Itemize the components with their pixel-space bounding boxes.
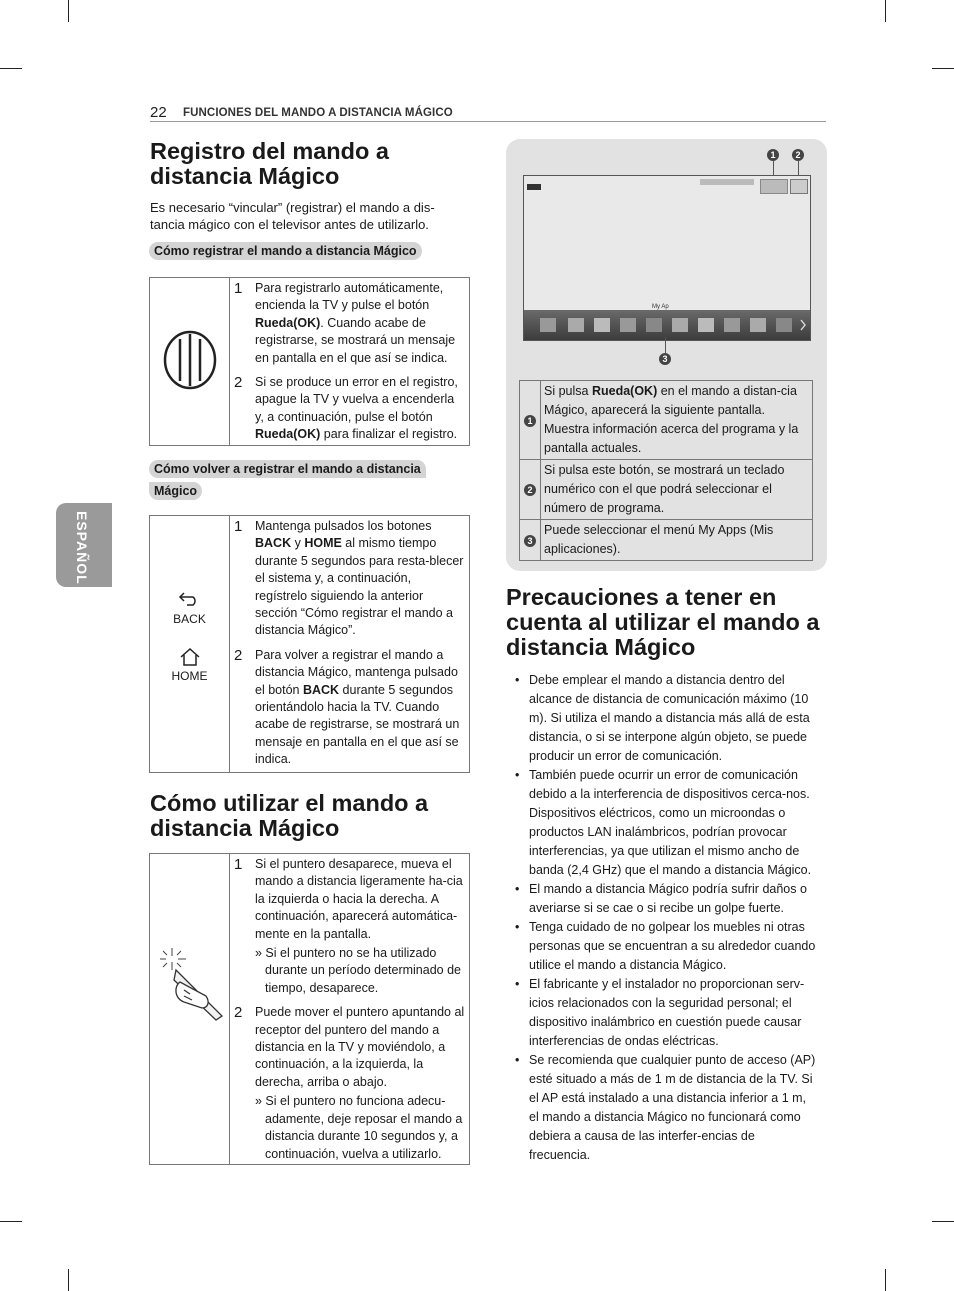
row-number: 3 <box>524 535 536 547</box>
step-text-part: Mantenga pulsados los botones <box>255 519 432 533</box>
step-number: 1 <box>234 518 243 535</box>
page-number: 22 <box>150 104 167 121</box>
step-bold-text: Rueda(OK) <box>255 315 321 330</box>
language-tab <box>56 503 112 587</box>
utilizar-steps-text <box>230 854 469 1164</box>
step-bold-text: HOME <box>304 536 342 551</box>
list-item: • El mando a distancia Mágico podría sufrir daños o averiarse si se cae o si recibe un golpe fuerte. <box>506 880 816 918</box>
row-text <box>541 381 813 460</box>
app-icon[interactable] <box>594 318 610 332</box>
screen-info-panel <box>506 139 827 571</box>
chevron-right-icon[interactable] <box>799 318 807 332</box>
step-text-part: durante 5 segundos orientándolo hacia la TV. Cuando acabe de registrarse, se mostrará un mensaje en pantalla en el que así se indica. <box>255 682 460 767</box>
crop-mark <box>68 0 69 22</box>
intro-line2: tancia mágico con el televisor antes de utilizarlo. <box>150 217 429 232</box>
step-text-part: Si se produce un error en el registro, apague la TV y vuelva a encenderla y, a continuación, pulse el botón <box>255 375 458 424</box>
language-tab-label: ESPAÑOL <box>74 511 90 585</box>
reregister-heading-line2: Mágico <box>149 482 202 500</box>
callout-table <box>519 380 813 561</box>
reregister-step <box>234 518 465 640</box>
registro-title-line2: distancia Mágico <box>150 163 340 189</box>
step-text-part: para finalizar el registro. <box>320 427 458 442</box>
app-icon[interactable] <box>620 318 636 332</box>
reregister-step <box>234 647 465 769</box>
precauciones-title <box>506 585 819 660</box>
step-number: 2 <box>234 1004 243 1022</box>
step-text <box>255 280 465 367</box>
callout-1: 1 <box>767 149 779 161</box>
precauciones-title-line3: distancia Mágico <box>506 634 696 660</box>
wheel-button-icon <box>163 330 217 390</box>
utilizar-step <box>234 856 465 997</box>
register-steps-text <box>230 278 469 445</box>
header-divider <box>150 121 826 122</box>
step-text-part: Para volver a registrar el mando a distancia Mágico, mantenga pulsado el botón <box>255 647 458 697</box>
list-item: • Se recomienda que cualquier punto de acceso (AP) esté situado a más de 1 m de distancia de la TV. Si el AP está instalado a una distancia inferior a 1 m, el mando a distancia Mágico no funcionará como debiera a causa de las interfer-encias de frecuencia. <box>506 1051 816 1165</box>
registro-title-line1: Registro del mando a <box>150 138 389 164</box>
step-bold-text: BACK <box>255 536 292 551</box>
step-text-part: Para registrarlo automáticamente, encienda la TV y pulse el botón <box>255 281 444 313</box>
step-text <box>255 374 465 444</box>
utilizar-title-line1: Cómo utilizar el mando a <box>150 790 429 816</box>
step-number: 2 <box>234 646 243 664</box>
crop-mark <box>0 68 22 69</box>
myapps-bar <box>524 304 810 340</box>
register-step <box>234 374 465 444</box>
list-item: • Tenga cuidado de no golpear los muebles ni otras personas que se encuentran a su alrededor cuando utilice el mando a distancia Mágico. <box>506 918 816 975</box>
step-main-text: Puede mover el puntero apuntando al receptor del puntero del mando a distancia en la TV y moviéndolo, a continuación, a la izquierda, la derecha, arriba o abajo. <box>255 1005 465 1089</box>
reregister-steps-text <box>230 516 469 772</box>
app-icon[interactable] <box>776 318 792 332</box>
home-label: HOME <box>171 669 208 683</box>
app-icon[interactable] <box>750 318 766 332</box>
step-text <box>255 856 465 997</box>
step-note: » Si el puntero no se ha utilizado durante un período determinado de tiempo, desaparece. <box>255 946 461 995</box>
table-row <box>520 381 813 460</box>
table-row <box>520 460 813 520</box>
row-text-part: en el mando a distan-cia Mágico, aparecerá la siguiente pantalla. Muestra información acerca del programa y la pantalla actuales. <box>544 384 799 455</box>
step-main-text: Si el puntero desaparece, mueva el mando a distancia ligeramente ha-cia la izquierda o hacia la derecha. A continuación, aparecerá automática-mente en la pantalla. <box>255 857 463 941</box>
crop-mark <box>68 1269 69 1291</box>
row-number-cell <box>520 381 541 460</box>
app-icon[interactable] <box>724 318 740 332</box>
list-item: • El fabricante y el instalador no proporcionan serv-icios relacionados con la seguridad personal; el dispositivo inalámbrico en cuestión puede causar interferencias de ondas eléctricas. <box>506 975 816 1051</box>
row-number: 1 <box>524 415 536 427</box>
utilizar-step <box>234 1004 465 1163</box>
crop-mark <box>0 1221 22 1222</box>
crop-mark <box>932 68 954 69</box>
app-icon[interactable] <box>672 318 688 332</box>
table-row <box>520 520 813 561</box>
app-icon[interactable] <box>540 318 556 332</box>
row-number-cell <box>520 520 541 561</box>
step-text-part: y <box>291 536 305 551</box>
row-text: Puede seleccionar el menú My Apps (Mis aplicaciones). <box>541 520 813 561</box>
row-number-cell <box>520 460 541 520</box>
intro-line1: Es necesario “vincular” (registrar) el mando a dis- <box>150 200 435 215</box>
row-text: Si pulsa este botón, se mostrará un teclado numérico con el que podrá seleccionar el número de programa. <box>541 460 813 520</box>
home-icon <box>179 647 201 667</box>
reregister-steps-box <box>149 515 470 773</box>
reregister-heading-line1: Cómo volver a registrar el mando a distancia <box>149 460 426 478</box>
section-header: FUNCIONES DEL MANDO A DISTANCIA MÁGICO <box>183 107 453 119</box>
how-register-heading: Cómo registrar el mando a distancia Mágico <box>149 242 422 260</box>
utilizar-title <box>150 791 428 841</box>
list-item: • Debe emplear el mando a distancia dentro del alcance de distancia de comunicación máximo (10 m). Si utiliza el mando a distancia más allá de esta distancia, o si se interpone algún objeto, se puede producir un error de comunicación. <box>506 671 816 766</box>
step-number: 2 <box>234 374 243 392</box>
step-bold-text: Rueda(OK) <box>255 427 321 442</box>
registro-title <box>150 139 389 189</box>
step-note: » Si el puntero no funciona adecu-adamente, deje reposar el mando a distancia durante 10 segundos y, a continuación, vuelva a utilizarlo. <box>255 1094 463 1161</box>
crop-mark <box>885 1269 886 1291</box>
utilizar-title-line2: distancia Mágico <box>150 815 340 841</box>
register-step <box>234 280 465 367</box>
pointing-hand-icon <box>154 946 228 1024</box>
step-text <box>255 518 465 640</box>
back-icon <box>178 591 200 607</box>
back-label: BACK <box>173 612 206 626</box>
icon-cell <box>150 278 230 445</box>
row-text-part: Si pulsa <box>544 384 592 398</box>
step-text-part: . Cuando acabe de registrarse, se mostrará un mensaje en pantalla en el que así se indica. <box>255 315 456 365</box>
registro-intro <box>150 199 468 233</box>
row-number: 2 <box>524 484 536 496</box>
program-info-bar <box>700 179 754 185</box>
step-text-part: al mismo tiempo durante 5 segundos para resta-blecer el sistema y, a continuación, regístrelo siguiendo la anterior sección “Cómo registrar el mando a distancia Mágico”. <box>255 536 464 638</box>
myapps-label: My Ap <box>652 304 669 310</box>
utilizar-steps-box <box>149 853 470 1165</box>
callout-3: 3 <box>659 353 671 365</box>
callout-2: 2 <box>792 149 804 161</box>
callout-line <box>665 337 666 353</box>
app-icon[interactable] <box>698 318 714 332</box>
step-number: 1 <box>234 856 243 873</box>
step-text <box>255 1004 465 1163</box>
precauciones-title-line1: Precauciones a tener en <box>506 584 777 610</box>
step-number: 1 <box>234 280 243 297</box>
number-pad-button[interactable] <box>790 179 808 194</box>
channel-indicator <box>527 184 541 190</box>
register-steps-box <box>149 277 470 446</box>
precauciones-list <box>506 671 816 1165</box>
row-bold-text: Rueda(OK) <box>591 384 658 398</box>
app-icon[interactable] <box>568 318 584 332</box>
app-icon[interactable] <box>646 318 662 332</box>
icon-cell <box>150 854 230 1164</box>
list-item: • También puede ocurrir un error de comunicación debido a la interferencia de dispositivos cerca-nos. Dispositivos eléctricos, como un microondas o productos LAN inalámbricos, podrían provocar interferencias, ya que utilizan el mismo ancho de banda (2,4 GHz) que el mando a distancia Mágico. <box>506 766 816 880</box>
crop-mark <box>932 1221 954 1222</box>
precauciones-title-line2: cuenta al utilizar el mando a <box>506 609 820 635</box>
tv-screen <box>523 175 811 341</box>
step-bold-text: BACK <box>302 682 340 697</box>
icon-cell <box>150 516 230 772</box>
info-button[interactable] <box>760 179 788 194</box>
step-text <box>255 647 465 769</box>
crop-mark <box>885 0 886 22</box>
